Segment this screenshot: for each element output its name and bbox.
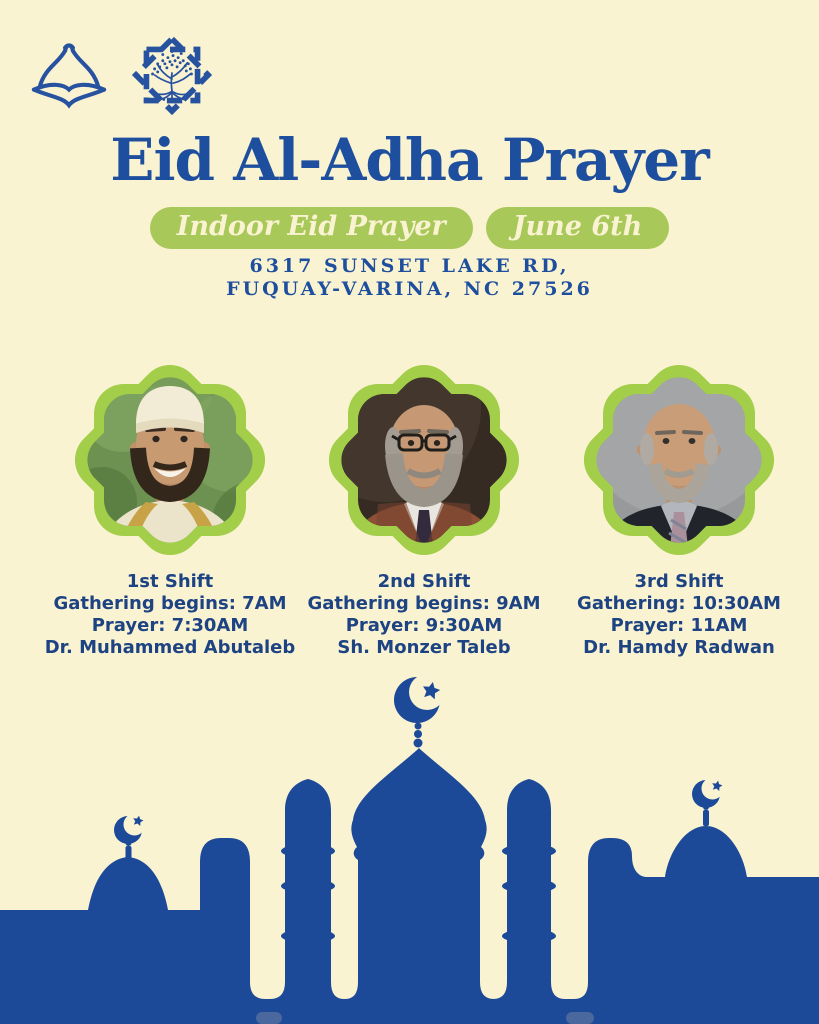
shift-2-label: 2nd Shift: [377, 571, 471, 592]
shift-1-speaker: Dr. Muhammed Abutaleb: [44, 637, 296, 658]
header-logos: [26, 30, 218, 120]
portrait-dr-muhammed-abutaleb: [62, 352, 278, 568]
page-title: Eid Al-Adha Prayer: [110, 126, 709, 194]
address-line-2: FUQUAY-VARINA, NC 27526: [226, 278, 593, 300]
shift-3-speaker: Dr. Hamdy Radwan: [583, 637, 775, 658]
shift-block-3: [539, 571, 819, 659]
shift-block-1: [30, 571, 310, 659]
shift-block-2: [284, 571, 564, 659]
address: [0, 255, 819, 301]
badge-indoor-eid-prayer: Indoor Eid Prayer: [150, 207, 473, 249]
shift-1-label: 1st Shift: [126, 571, 214, 592]
badge-row: [0, 207, 819, 249]
portrait-dr-hamdy-radwan: [571, 352, 787, 568]
star-tree-logo-icon: [126, 30, 218, 120]
shift-2-prayer: Prayer: 9:30AM: [345, 615, 503, 636]
mosque-dome-logo-icon: [26, 38, 112, 112]
address-line-1: 6317 SUNSET LAKE RD,: [249, 255, 570, 277]
shift-3-label: 3rd Shift: [634, 571, 724, 592]
shift-3-prayer: Prayer: 11AM: [610, 615, 748, 636]
shift-2-speaker: Sh. Monzer Taleb: [337, 637, 511, 658]
badge-date: June 6th: [486, 207, 670, 249]
portrait-sh-monzer-taleb: [316, 352, 532, 568]
shift-1-prayer: Prayer: 7:30AM: [91, 615, 249, 636]
shift-3-gathering: Gathering: 10:30AM: [577, 593, 781, 614]
mosque-silhouette-illustration: [0, 670, 819, 1024]
shift-2-gathering: Gathering begins: 9AM: [307, 593, 541, 614]
shift-1-gathering: Gathering begins: 7AM: [53, 593, 287, 614]
